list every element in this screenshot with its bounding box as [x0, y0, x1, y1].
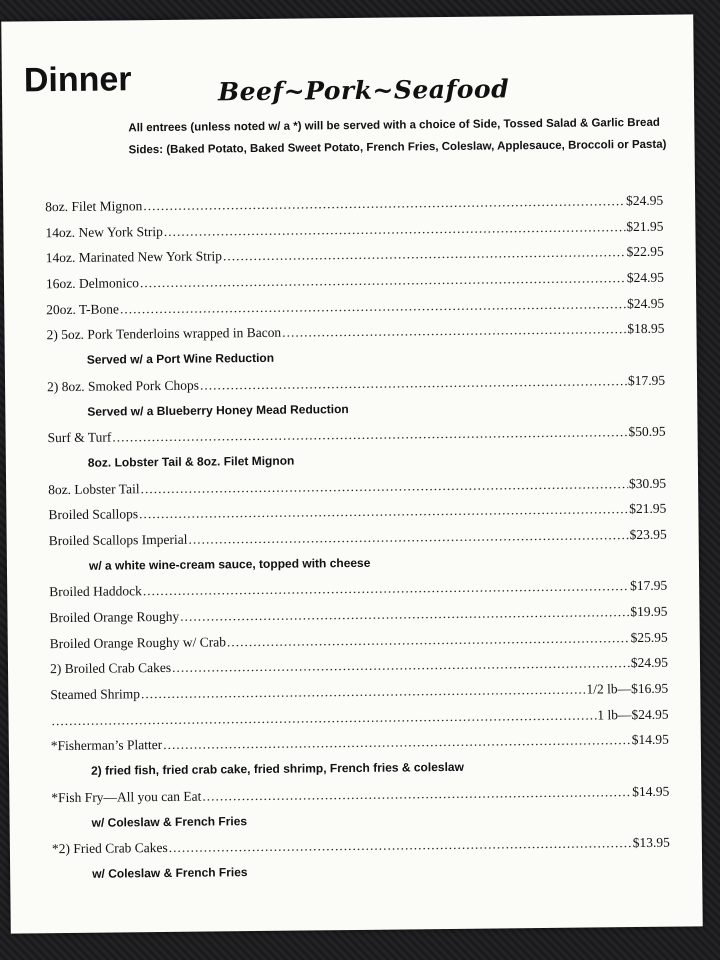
leader-dots: [202, 784, 631, 804]
page-title: Dinner: [23, 60, 132, 100]
menu-item-name: Broiled Scallops Imperial: [48, 531, 188, 549]
menu-item-price: $24.95: [627, 295, 665, 311]
leader-dots: [180, 604, 629, 625]
menu-item-name: 14oz. New York Strip: [45, 223, 163, 240]
menu-item-name: *Fish Fry—All you can Eat: [51, 788, 202, 805]
menu-item-description: [52, 861, 670, 893]
leader-dots: [188, 527, 628, 548]
menu-item-name: 2) Broiled Crab Cakes: [49, 660, 172, 677]
menu-item-price: $25.95: [630, 629, 668, 645]
menu-item-price: $24.95: [626, 269, 665, 286]
menu-item-name: Broiled Orange Roughy: [49, 608, 180, 626]
menu-item-price: $14.95: [632, 783, 670, 799]
menu-item-price: $22.95: [626, 244, 664, 260]
leader-dots: [164, 219, 626, 240]
menu-item-price: $21.95: [626, 218, 664, 234]
menu-item-price: $21.95: [629, 500, 667, 517]
leader-dots: [200, 373, 627, 393]
menu-item-name: 2) 5oz. Pork Tenderloins wrapped in Bacon: [46, 325, 282, 343]
description-text: Served w/ a Port Wine Reduction: [86, 350, 275, 367]
menu-item-price: $24.95: [625, 192, 664, 209]
menu-item-name: 20oz. T-Bone: [46, 301, 120, 317]
entree-note: All entrees (unless noted w/ a *) will be served with a choice of Side, Tossed Salad & Garlic Bread: [128, 116, 660, 135]
leader-dots: [169, 835, 632, 856]
description-text: w/ a white wine-cream sauce, topped with cheese: [88, 555, 371, 573]
menu-item-price: $30.95: [628, 475, 667, 491]
description-text: 2) fried fish, fried crab cake, fried shrimp, French fries & coleslaw: [91, 759, 464, 778]
menu-item-price: $18.95: [627, 321, 665, 337]
menu-item-price: $24.95: [630, 655, 669, 671]
menu-item-price: $13.95: [632, 834, 670, 851]
leader-dots: [223, 244, 626, 264]
menu-item-price: $19.95: [630, 603, 668, 620]
menu-list: [45, 193, 670, 893]
menu-item-price: $23.95: [629, 526, 667, 543]
description-text: Served w/ a Blueberry Honey Mead Reduction: [87, 401, 349, 419]
menu-item-price: $17.95: [627, 372, 666, 388]
menu-item-name: Steamed Shrimp: [50, 686, 140, 703]
menu-item-price: 1/2 lb—$16.95: [586, 680, 669, 697]
menu-item-price: $50.95: [628, 423, 666, 440]
menu-item-name: Broiled Haddock: [49, 583, 142, 600]
menu-item-name: 8oz. Lobster Tail: [48, 480, 140, 497]
leader-dots: [143, 193, 625, 214]
menu-item-name: *Fisherman’s Platter: [50, 737, 163, 754]
description-text: w/ Coleslaw & French Fries: [92, 864, 248, 881]
leader-dots: [282, 322, 626, 342]
page-subtitle: Beef~Pork~Seafood: [217, 74, 510, 107]
leader-dots: [172, 655, 630, 676]
menu-item-name: Broiled Scallops: [48, 506, 139, 523]
menu-item-name: 8oz. Filet Mignon: [45, 198, 143, 215]
menu-item-name: 14oz. Marinated New York Strip: [45, 248, 223, 266]
menu-item-name: Surf & Turf: [47, 429, 112, 446]
menu-item-name: Broiled Orange Roughy w/ Crab: [49, 634, 227, 651]
menu-item-name: 2) 8oz. Smoked Pork Chops: [46, 377, 200, 395]
menu-item-price: $17.95: [629, 578, 668, 594]
menu-item-name: *2) Fried Crab Cakes: [51, 840, 168, 857]
description-text: w/ Coleslaw & French Fries: [91, 813, 248, 830]
menu-item-price: $14.95: [631, 732, 669, 748]
description-text: 8oz. Lobster Tail & 8oz. Filet Mignon: [87, 453, 295, 470]
leader-dots: [141, 682, 586, 703]
menu-page: [1, 14, 703, 933]
sides-note: Sides: (Baked Potato, Baked Sweet Potato, French Fries, Coleslaw, Applesauce, Broccoli or Pasta): [128, 138, 667, 157]
menu-item-name: 16oz. Delmonico: [45, 275, 140, 292]
leader-dots: [227, 630, 630, 650]
menu-item-price: 1 lb—$24.95: [597, 706, 669, 723]
